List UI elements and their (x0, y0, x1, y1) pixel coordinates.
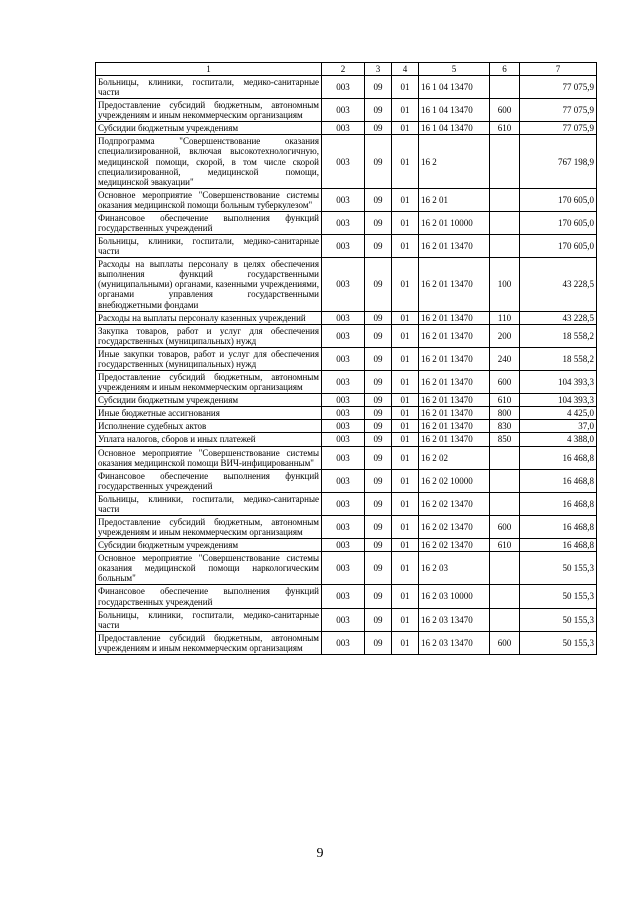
row-code: 003 (322, 258, 365, 311)
header-cell-5: 5 (419, 63, 490, 76)
budget-table-body (96, 63, 597, 655)
row-subsection: 01 (392, 311, 419, 324)
row-expense-type (490, 211, 520, 234)
table-row (96, 76, 597, 99)
row-code: 003 (322, 446, 365, 469)
row-name: Исполнение судебных актов (96, 420, 322, 433)
row-amount: 50 155,3 (520, 608, 597, 631)
row-target-article: 16 1 04 13470 (419, 122, 490, 135)
row-expense-type (490, 469, 520, 492)
row-amount: 77 075,9 (520, 122, 597, 135)
row-amount: 170 605,0 (520, 235, 597, 258)
row-name: Финансовое обеспечение выполнения функций государственных учреждений (96, 211, 322, 234)
row-expense-type: 830 (490, 420, 520, 433)
row-name: Финансовое обеспечение выполнения функций государственных учреждений (96, 585, 322, 608)
row-section: 09 (365, 258, 392, 311)
row-amount: 16 468,8 (520, 446, 597, 469)
table-row (96, 469, 597, 492)
row-name: Предоставление субсидий бюджетным, автономным учреждениям и иным некоммерческим организациям (96, 99, 322, 122)
row-code: 003 (322, 76, 365, 99)
table-row (96, 407, 597, 420)
header-cell-4: 4 (392, 63, 419, 76)
row-section: 09 (365, 122, 392, 135)
row-amount: 77 075,9 (520, 76, 597, 99)
table-row (96, 433, 597, 446)
row-target-article: 16 2 01 13470 (419, 235, 490, 258)
row-name: Расходы на выплаты персоналу в целях обеспечения выполнения функций государственными (муниципальными) органами, казенными учреждениями, органами управления государственными внебюджетными фондами (96, 258, 322, 311)
row-amount: 43 228,5 (520, 258, 597, 311)
row-name: Подпрограмма "Совершенствование оказания специализированной, включая высокотехнологичную, медицинской помощи, скорой, в том числе скорой специализированной, медицинской помощи, медицинской эвакуации" (96, 135, 322, 188)
row-code: 003 (322, 99, 365, 122)
row-expense-type (490, 492, 520, 515)
row-section: 09 (365, 347, 392, 370)
row-amount: 104 393,3 (520, 394, 597, 407)
row-code: 003 (322, 539, 365, 552)
table-row (96, 539, 597, 552)
row-target-article: 16 2 01 (419, 188, 490, 211)
row-code: 003 (322, 631, 365, 654)
row-expense-type: 850 (490, 433, 520, 446)
row-code: 003 (322, 585, 365, 608)
table-row (96, 515, 597, 538)
row-amount: 16 468,8 (520, 515, 597, 538)
row-code: 003 (322, 608, 365, 631)
table-row (96, 585, 597, 608)
row-target-article: 16 2 01 10000 (419, 211, 490, 234)
row-subsection: 01 (392, 135, 419, 188)
table-row (96, 188, 597, 211)
row-code: 003 (322, 135, 365, 188)
header-cell-6: 6 (490, 63, 520, 76)
row-name: Субсидии бюджетным учреждениям (96, 394, 322, 407)
table-row (96, 420, 597, 433)
row-code: 003 (322, 433, 365, 446)
row-code: 003 (322, 347, 365, 370)
row-name: Финансовое обеспечение выполнения функций государственных учреждений (96, 469, 322, 492)
row-subsection: 01 (392, 585, 419, 608)
table-row (96, 258, 597, 311)
row-subsection: 01 (392, 99, 419, 122)
row-section: 09 (365, 515, 392, 538)
row-expense-type: 610 (490, 122, 520, 135)
table-row (96, 347, 597, 370)
row-subsection: 01 (392, 324, 419, 347)
row-amount: 170 605,0 (520, 211, 597, 234)
row-target-article: 16 2 01 13470 (419, 311, 490, 324)
row-target-article: 16 2 02 13470 (419, 539, 490, 552)
row-subsection: 01 (392, 608, 419, 631)
row-expense-type (490, 188, 520, 211)
row-amount: 16 468,8 (520, 539, 597, 552)
row-code: 003 (322, 492, 365, 515)
header-row (96, 63, 597, 76)
row-name: Больницы, клиники, госпитали, медико-санитарные части (96, 492, 322, 515)
table-row (96, 446, 597, 469)
row-section: 09 (365, 631, 392, 654)
header-cell-2: 2 (322, 63, 365, 76)
row-amount: 50 155,3 (520, 552, 597, 585)
row-target-article: 16 2 01 13470 (419, 324, 490, 347)
row-expense-type: 610 (490, 394, 520, 407)
table-row (96, 324, 597, 347)
row-expense-type: 100 (490, 258, 520, 311)
row-subsection: 01 (392, 420, 419, 433)
row-target-article: 16 2 01 13470 (419, 258, 490, 311)
row-amount: 4 388,0 (520, 433, 597, 446)
table-row (96, 135, 597, 188)
header-cell-7: 7 (520, 63, 597, 76)
row-target-article: 16 2 02 (419, 446, 490, 469)
row-subsection: 01 (392, 631, 419, 654)
row-code: 003 (322, 211, 365, 234)
row-expense-type (490, 608, 520, 631)
row-name: Закупка товаров, работ и услуг для обеспечения государственных (муниципальных) нужд (96, 324, 322, 347)
row-expense-type: 600 (490, 515, 520, 538)
row-target-article: 16 2 (419, 135, 490, 188)
row-subsection: 01 (392, 446, 419, 469)
row-subsection: 01 (392, 188, 419, 211)
table-row (96, 608, 597, 631)
row-name: Предоставление субсидий бюджетным, автономным учреждениям и иным некоммерческим организациям (96, 631, 322, 654)
row-section: 09 (365, 188, 392, 211)
row-target-article: 16 1 04 13470 (419, 76, 490, 99)
row-expense-type (490, 552, 520, 585)
row-code: 003 (322, 235, 365, 258)
row-expense-type: 200 (490, 324, 520, 347)
row-section: 09 (365, 76, 392, 99)
row-name: Субсидии бюджетным учреждениям (96, 539, 322, 552)
table-row (96, 394, 597, 407)
row-section: 09 (365, 135, 392, 188)
row-target-article: 16 2 03 13470 (419, 608, 490, 631)
row-expense-type (490, 585, 520, 608)
row-target-article: 16 2 02 13470 (419, 515, 490, 538)
row-expense-type: 110 (490, 311, 520, 324)
header-cell-1: 1 (96, 63, 322, 76)
row-section: 09 (365, 585, 392, 608)
table-row (96, 371, 597, 394)
row-target-article: 16 2 01 13470 (419, 371, 490, 394)
row-subsection: 01 (392, 122, 419, 135)
row-amount: 18 558,2 (520, 324, 597, 347)
table-row (96, 492, 597, 515)
row-expense-type (490, 135, 520, 188)
row-expense-type: 610 (490, 539, 520, 552)
table-row (96, 99, 597, 122)
row-target-article: 16 2 01 13470 (419, 420, 490, 433)
row-section: 09 (365, 407, 392, 420)
row-target-article: 16 2 03 13470 (419, 631, 490, 654)
row-name: Больницы, клиники, госпитали, медико-санитарные части (96, 76, 322, 99)
row-code: 003 (322, 407, 365, 420)
row-target-article: 16 2 01 13470 (419, 394, 490, 407)
row-amount: 16 468,8 (520, 469, 597, 492)
row-name: Расходы на выплаты персоналу казенных учреждений (96, 311, 322, 324)
row-section: 09 (365, 446, 392, 469)
row-section: 09 (365, 433, 392, 446)
row-code: 003 (322, 515, 365, 538)
row-expense-type: 600 (490, 371, 520, 394)
row-expense-type: 600 (490, 99, 520, 122)
row-section: 09 (365, 469, 392, 492)
row-section: 09 (365, 394, 392, 407)
row-amount: 18 558,2 (520, 347, 597, 370)
row-name: Больницы, клиники, госпитали, медико-санитарные части (96, 608, 322, 631)
row-amount: 50 155,3 (520, 585, 597, 608)
row-section: 09 (365, 211, 392, 234)
row-section: 09 (365, 311, 392, 324)
table-row (96, 552, 597, 585)
row-subsection: 01 (392, 76, 419, 99)
row-code: 003 (322, 122, 365, 135)
row-section: 09 (365, 324, 392, 347)
row-expense-type: 800 (490, 407, 520, 420)
row-target-article: 16 2 03 (419, 552, 490, 585)
row-amount: 77 075,9 (520, 99, 597, 122)
row-target-article: 16 2 02 13470 (419, 492, 490, 515)
row-code: 003 (322, 552, 365, 585)
row-code: 003 (322, 469, 365, 492)
row-subsection: 01 (392, 347, 419, 370)
row-code: 003 (322, 394, 365, 407)
row-expense-type (490, 446, 520, 469)
row-target-article: 16 2 03 10000 (419, 585, 490, 608)
row-name: Основное мероприятие "Совершенствование системы оказания медицинской помощи наркологическим больным" (96, 552, 322, 585)
row-code: 003 (322, 188, 365, 211)
row-name: Предоставление субсидий бюджетным, автономным учреждениям и иным некоммерческим организациям (96, 515, 322, 538)
row-name: Иные закупки товаров, работ и услуг для обеспечения государственных (муниципальных) нужд (96, 347, 322, 370)
row-expense-type (490, 76, 520, 99)
row-section: 09 (365, 235, 392, 258)
row-name: Уплата налогов, сборов и иных платежей (96, 433, 322, 446)
row-amount: 4 425,0 (520, 407, 597, 420)
row-subsection: 01 (392, 211, 419, 234)
table-row (96, 631, 597, 654)
table-row (96, 311, 597, 324)
table-row (96, 122, 597, 135)
row-amount: 50 155,3 (520, 631, 597, 654)
table-row (96, 211, 597, 234)
row-subsection: 01 (392, 394, 419, 407)
row-section: 09 (365, 420, 392, 433)
row-subsection: 01 (392, 552, 419, 585)
row-section: 09 (365, 552, 392, 585)
row-subsection: 01 (392, 433, 419, 446)
row-expense-type: 240 (490, 347, 520, 370)
row-name: Субсидии бюджетным учреждениям (96, 122, 322, 135)
row-amount: 767 198,9 (520, 135, 597, 188)
row-amount: 37,0 (520, 420, 597, 433)
row-code: 003 (322, 371, 365, 394)
row-subsection: 01 (392, 469, 419, 492)
row-name: Больницы, клиники, госпитали, медико-санитарные части (96, 235, 322, 258)
row-target-article: 16 2 01 13470 (419, 433, 490, 446)
row-target-article: 16 1 04 13470 (419, 99, 490, 122)
row-subsection: 01 (392, 539, 419, 552)
row-code: 003 (322, 311, 365, 324)
row-target-article: 16 2 02 10000 (419, 469, 490, 492)
row-code: 003 (322, 324, 365, 347)
row-expense-type: 600 (490, 631, 520, 654)
row-subsection: 01 (392, 371, 419, 394)
row-amount: 16 468,8 (520, 492, 597, 515)
row-section: 09 (365, 371, 392, 394)
table-row (96, 235, 597, 258)
row-expense-type (490, 235, 520, 258)
header-cell-3: 3 (365, 63, 392, 76)
page-number: 9 (316, 846, 324, 861)
row-subsection: 01 (392, 492, 419, 515)
row-subsection: 01 (392, 515, 419, 538)
row-target-article: 16 2 01 13470 (419, 407, 490, 420)
row-subsection: 01 (392, 258, 419, 311)
row-name: Предоставление субсидий бюджетным, автономным учреждениям и иным некоммерческим организациям (96, 371, 322, 394)
row-amount: 43 228,5 (520, 311, 597, 324)
budget-table (95, 62, 597, 655)
row-name: Иные бюджетные ассигнования (96, 407, 322, 420)
row-target-article: 16 2 01 13470 (419, 347, 490, 370)
row-section: 09 (365, 99, 392, 122)
row-name: Основное мероприятие "Совершенствование системы оказания медицинской помощи больным туберкулезом" (96, 188, 322, 211)
row-amount: 170 605,0 (520, 188, 597, 211)
row-section: 09 (365, 539, 392, 552)
row-code: 003 (322, 420, 365, 433)
row-section: 09 (365, 608, 392, 631)
row-subsection: 01 (392, 235, 419, 258)
row-amount: 104 393,3 (520, 371, 597, 394)
row-name: Основное мероприятие "Совершенствование системы оказания медицинской помощи ВИЧ-инфицированным" (96, 446, 322, 469)
row-subsection: 01 (392, 407, 419, 420)
row-section: 09 (365, 492, 392, 515)
